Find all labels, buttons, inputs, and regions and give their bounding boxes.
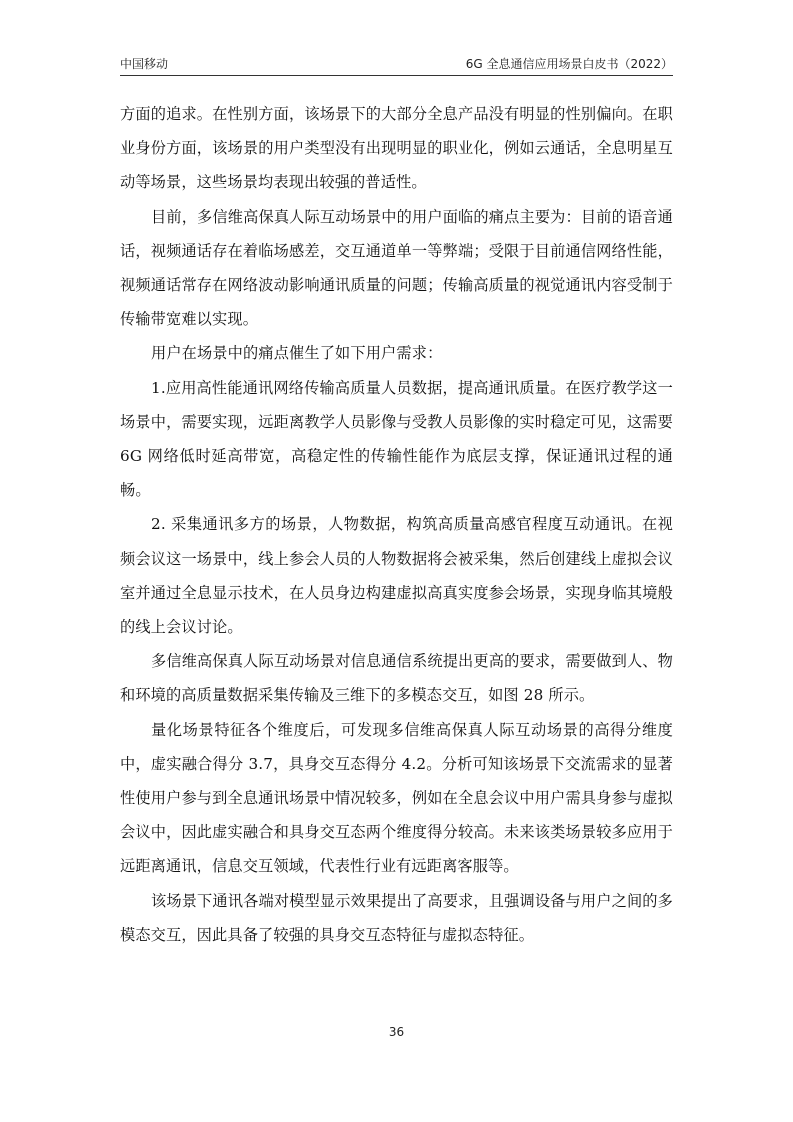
paragraph-need-2: 2. 采集通讯多方的场景，人物数据，构筑高质量高感官程度互动通讯。在视频会议这一场景中，线上参会人员的人物数据将会被采集，然后创建线上虚拟会议室并通过全息显示技术，在人员身边构建虚拟高真实度参会场景，实现身临其境般的线上会议讨论。: [120, 515, 673, 637]
paragraph-requirements: 多信维高保真人际互动场景对信息通信系统提出更高的要求，需要做到人、物和环境的高质量数据采集传输及三维下的多模态交互，如图 28 所示。: [120, 652, 673, 705]
paragraph-continuation: 方面的追求。在性别方面，该场景下的大部分全息产品没有明显的性别偏向。在职业身份方面，该场景的用户类型没有出现明显的职业化，例如云通话，全息明星互动等场景，这些场景均表现出较强的普适性。: [120, 105, 673, 192]
header-divider: [120, 75, 673, 76]
page-number: 36: [388, 1025, 405, 1039]
paragraph-need-1: 1.应用高性能通讯网络传输高质量人员数据，提高通讯质量。在医疗教学这一场景中，需要实现，远距离教学人员影像与受教人员影像的实时稳定可见，这需要 6G 网络低时延高带宽，高稳定性的传输性能作为底层支撑，保证通讯过程的通畅。: [120, 378, 673, 500]
paragraph-pain-points: 目前，多信维高保真人际互动场景中的用户面临的痛点主要为：目前的语音通话，视频通话存在着临场感差，交互通道单一等弊端；受限于目前通信网络性能，视频通话常存在网络波动影响通讯质量的问题；传输高质量的视觉通讯内容受制于传输带宽难以实现。: [120, 207, 673, 329]
page-header: [120, 55, 673, 75]
paragraph-needs-intro: 用户在场景中的痛点催生了如下用户需求：: [151, 344, 443, 363]
paragraph-conclusion: 该场景下通讯各端对模型显示效果提出了高要求，且强调设备与用户之间的多模态交互，因此具备了较强的具身交互态特征与虚拟态特征。: [120, 891, 673, 944]
header-org-name: 中国移动: [120, 57, 169, 71]
paragraph-quantification: 量化场景特征各个维度后，可发现多信维高保真人际互动场景的高得分维度中，虚实融合得分 3.7，具身交互态得分 4.2。分析可知该场景下交流需求的显著性使用户参与到全息通讯场景中情况较多，例如在全息会议中用户需具身参与虚拟会议中，因此虚实融合和具身交互态两个维度得分较高。未来该类场景较多应用于远距离通讯，信息交互领域，代表性行业有远距离客服等。: [120, 720, 673, 876]
document-body: [120, 97, 673, 952]
header-document-title: 6G 全息通信应用场景白皮书（2022）: [465, 57, 673, 71]
